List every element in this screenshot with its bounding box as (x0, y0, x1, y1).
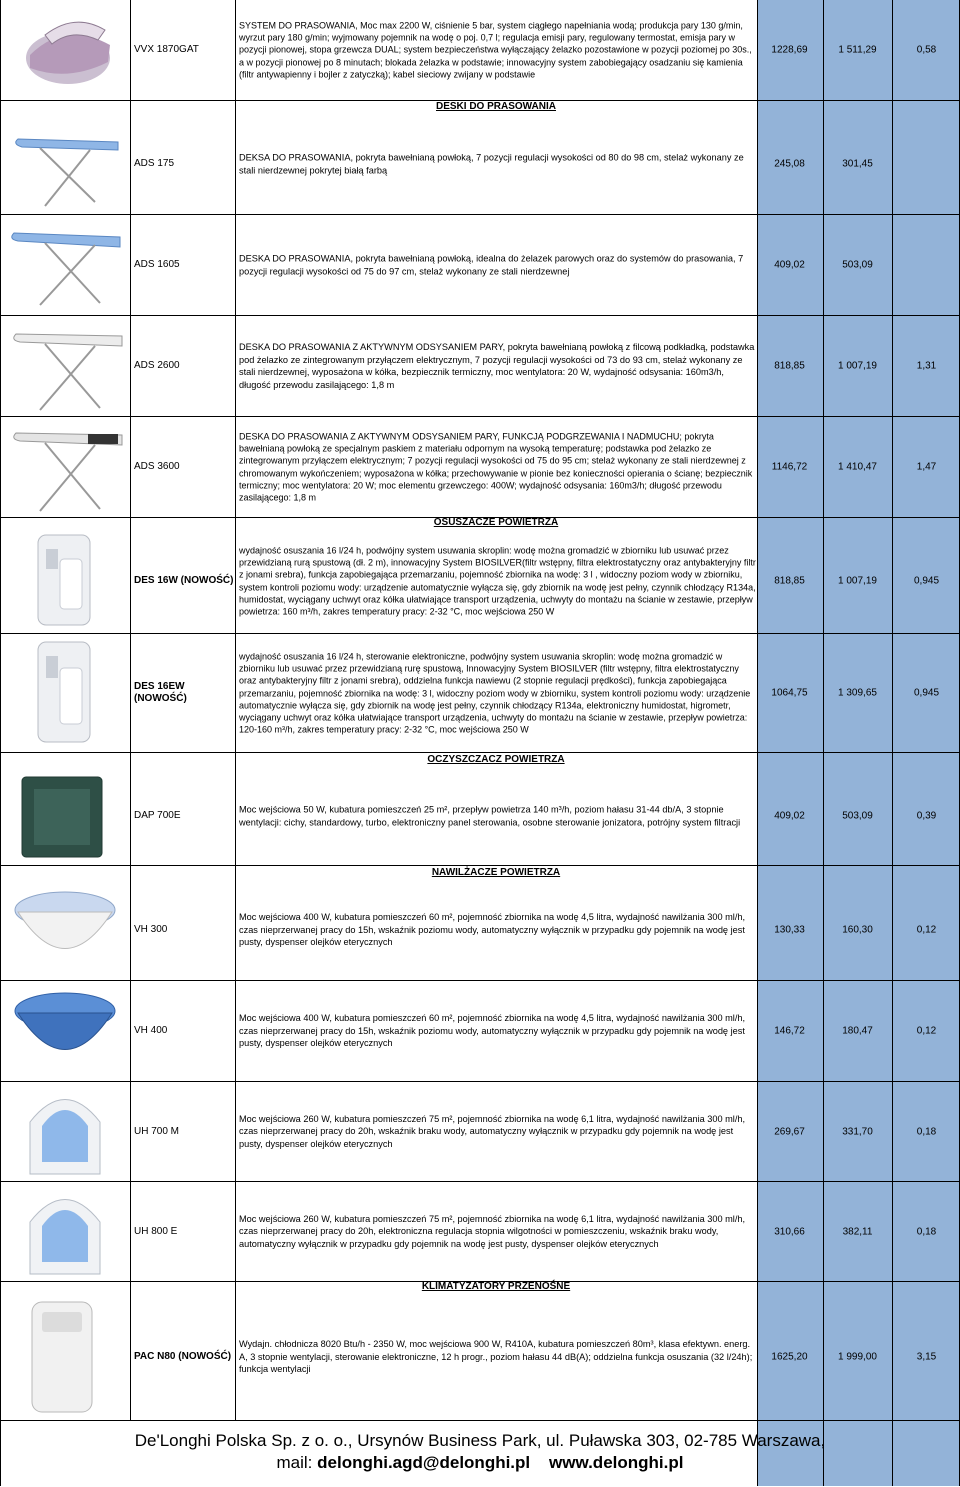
price-net: 1228,69 (771, 44, 808, 56)
product-code: UH 700 M (134, 1125, 180, 1137)
price-net: 146,72 (774, 1025, 805, 1037)
extra-fee: 0,945 (913, 575, 940, 587)
product-row (0, 417, 960, 518)
product-description: DESKA DO PRASOWANIA Z AKTYWNYM ODSYSANIEM PARY, pokryta bawełnianą powłoką z filcową podkładką, podstawka pod żelazko ze zintegrowanym przyłączem elektrycznym, 7 pozycji regulacji wysokości od 73 do 93 cm, stelaż wykonany ze stali nierdzewnej, wyposażona w kółka, bezpiecznik termiczny, moc wentylatora: 20 W, wydajność odsysania: 160m3/h, długość przewodu zasilającego: 1,8 m (239, 341, 755, 390)
dehumidifier-image (0, 634, 130, 752)
price-gross: 331,70 (842, 1126, 873, 1137)
website-link[interactable]: www.delonghi.pl (549, 1453, 684, 1472)
dehumidifier-image (0, 529, 130, 633)
price-net: 310,66 (774, 1226, 805, 1237)
humidifier-image (0, 880, 130, 980)
price-net: 1146,72 (771, 461, 808, 473)
price-gross: 1 511,29 (838, 44, 877, 56)
product-description: DESKA DO PRASOWANIA, pokryta bawełnianą powłoką, idealna do żelazek parowych oraz do systemów do prasowania, 7 pozycji regulacji wysokości od 75 do 97 cm, stelaż wykonany ze stali nierdzewnej (239, 253, 744, 276)
product-code: ADS 1605 (134, 259, 180, 270)
company-address: De'Longhi Polska Sp. z o. o., Ursynów Business Park, ul. Puławska 303, 02-785 Warszawa, (134, 1431, 826, 1450)
humidifier-image (0, 1082, 130, 1181)
product-row (0, 767, 960, 866)
product-row (0, 1082, 960, 1182)
section-heading: OCZYSZCZACZ POWIETRZA (427, 754, 565, 765)
product-code: VH 300 (134, 924, 168, 935)
product-description: Moc wejściowa 400 W, kubatura pomieszczeń 60 m², pojemność zbiornika na wodę 4,5 litra, wydajność nawilżania 300 ml/h, czas nieprzerwanej pracy do 15h, wskaźnik poziomu wody, automatyczny wyłącznik w przypadku gdy pojemnik na wodę jest pusty, dyspenser olejków eterycznych (239, 912, 746, 948)
extra-fee: 1,47 (916, 461, 937, 473)
product-row (0, 634, 960, 753)
product-code: UH 800 E (134, 1225, 178, 1237)
extra-fee: 0,18 (916, 1126, 937, 1137)
product-description: Moc wejściowa 50 W, kubatura pomieszczeń 25 m², przepływ powietrza 140 m³/h, poziom hałasu 31-44 db/A, 3 stopnie wentylacji: cichy, standardowy, turbo, elektroniczny panel sterowania, osobne sterowanie jonizatora, potrójny system filtracji (239, 804, 741, 827)
price-gross: 1 007,19 (838, 575, 877, 587)
product-description: Moc wejściowa 260 W, kubatura pomieszczeń 75 m², pojemność zbiornika na wodę 6,1 litra, wydajność nawilżania 300 ml/h, czas nieprzerwanej pracy do 20h, wskaźnik braku wody, automatyczny wyłącznik w przypadku gdy pojemnik na wodę jest pusty, dyspenser olejków eterycznych (239, 1113, 746, 1149)
ironing-board-image (0, 316, 130, 416)
price-net: 409,02 (774, 259, 805, 271)
product-description: DEKSA DO PRASOWANIA, pokryta bawełnianą powłoką, 7 pozycji regulacji wysokości od 80 do 98 cm, stelaż wykonany ze stali nierdzewnej pokrytej białą farbą (239, 152, 744, 175)
price-gross: 382,11 (842, 1226, 873, 1237)
price-gross: 503,09 (842, 810, 873, 822)
section-heading: NAWILŻACZE POWIETRZA (431, 867, 561, 878)
ironing-board-image (0, 114, 130, 214)
product-code: DAP 700E (134, 810, 181, 821)
product-row (0, 880, 960, 981)
ironing-board-image (0, 215, 130, 315)
product-row (0, 316, 960, 417)
product-code: DES 16W (NOWOŚĆ) (134, 575, 234, 586)
product-description: wydajność osuszania 16 l/24 h, podwójny system usuwania skroplin: wodę można gromadzić w zbiorniku lub usuwać przez przewidzianą rurą spustową (dł. 2 m), innowacyjny System BIOSILVER(filtr wstępny, filtra elektrostatyczny oraz antybakteryjny filtr z jonami srebra), funkcja zapobiegająca przemarzaniu, pojemność zbiornika na wodę: 3 l , widoczny poziom wody w zbiorniku, system kontroli poziomu wody: urządzenie automatycznie wyłącza się, gdy zbiornik na wodę jest pełny, czynnik chłodzący R134a, humidostat, wyciągany uchwyt oraz kółka ułatwiające transport urządzenia, uchwyty do montażu na ścianie w zestawie, przepływ powietrza: 160 m³/h, zakres temperatury pracy: 2-32 °C, moc wejściowa 250 W (239, 545, 756, 617)
extra-fee: 1,31 (916, 360, 937, 372)
extra-fee: 0,945 (913, 687, 940, 699)
ironing-board-image (0, 417, 130, 517)
extra-fee: 0,39 (916, 810, 937, 822)
product-description: DESKA DO PRASOWANIA Z AKTYWNYM ODSYSANIEM PARY, FUNKCJĄ PODGRZEWANIA I NADMUCHU; pokryta bawełnianą powłoką ze specjalnym paskiem z materiału odpornym na wysoką temperaturę; podstawka pod żelazko ze zintegrowanym przyłączem elektrycznym; 7 pozycji regulacji wysokości od 75 do 95 cm; stelaż wykonany ze stali nierdzewnej z chromowanym wykończeniem; wyposażona w kółka; przechowywanie w pionie bez konieczności opierania o ścianę; bezpiecznik termiczny; moc wentylatora: 20 W; moc elementu grzewczego: 400W; wydajność odsysania: 160m3/h; długość przewodu zasilającego: 1,8 m (239, 431, 753, 503)
product-description: Wydajn. chłodnicza 8020 Btu/h - 2350 W, moc wejściowa 900 W, R410A, kubatura pomieszczeń 80m³, klasa efektywn. energ. A, 3 stopnie wentylacji, sterowanie elektroniczne, 12 h progr., poziom hałasu 44 dB(A); oddzielna funkcja osuszania (32 l/24h); funkcja wentylacji (239, 1339, 753, 1375)
price-gross: 1 007,19 (838, 360, 877, 372)
humidifier-image (0, 1182, 130, 1281)
price-net: 269,67 (774, 1126, 805, 1137)
extra-fee: 0,58 (916, 44, 937, 56)
product-description: SYSTEM DO PRASOWANIA, Moc max 2200 W, ciśnienie 5 bar, system ciągłego napełniania wodą; produkcja pary 130 g/min, wyrzut pary 180 g/min; wyjmowany pojemnik na wodę o poj. 0,7 l; regulacja emisji pary, regulowany termostat, emisja pary w pozycji pionowej, stopa grzewcza DUAL; system bezpieczeństwa wyłączający żelazko pozostawione w pozycji poziomej po 30s., a w pozycji pionowej po 8 minutach; blokada żelazka w podstawie; innowacyjny system zabobiegający osadzaniu się kamienia (filtr antywapienny i bojler z zatyczką); kabel sieciowy zwijany w podstawie (239, 20, 752, 80)
section-heading: KLIMATYZATORY PRZENOŚNE (421, 1281, 571, 1292)
product-row (0, 529, 960, 634)
air-purifier-image (0, 767, 130, 865)
product-code: VH 400 (134, 1025, 168, 1036)
product-code: DES 16EW (NOWOŚĆ) (134, 681, 187, 704)
email-link[interactable]: delonghi.agd@delonghi.pl (317, 1453, 531, 1472)
product-code: VVX 1870GAT (134, 44, 199, 55)
price-gross: 160,30 (842, 924, 873, 936)
product-code: ADS 2600 (134, 360, 180, 371)
price-gross: 1 999,00 (838, 1351, 877, 1363)
product-row (0, 215, 960, 316)
price-gross: 503,09 (842, 259, 873, 271)
product-code: ADS 175 (134, 158, 175, 169)
product-description: wydajność osuszania 16 l/24 h, sterowanie elektroniczne, podwójny system usuwania skroplin: wodę można gromadzić w zbiorniku lub usuwać przez przewidzianą rurę spustową, Innowacyjny System BIOSILVER (filtr wstępny, filtra elektrostatyczny oraz antybakteryjny filtr z jonami srebra), oddzielna funkcja nawiewu (2 stopnie regulacji prędkości), funkcja zapobiegająca przemarzaniu, pojemność zbiornika na wodę: 3 l, widoczny poziom wody w zbiorniku, system kontroli poziomu wody: urządzenie automatycznie wyłącza się, gdy zbiornik na wodę jest pełny, czynnik chłodzący R134a, elektroniczny humidostat, higrometr, wyciągany uchwyt oraz kółka ułatwiające transport urządzenia, uchwyty do montażu na ścianie w zestawie, przepływ powietrza: 120-160 m³/h, zakres temperatury pracy: 2-32 °C, moc wejściowa 250 W (239, 651, 751, 735)
price-gross: 1 309,65 (838, 687, 877, 699)
section-heading: OSUSZACZE POWIETRZA (433, 517, 559, 528)
contact-line (0, 1453, 960, 1473)
mail-label: mail: (276, 1453, 318, 1472)
price-net: 245,08 (774, 158, 805, 170)
section-heading: DESKI DO PRASOWANIA (435, 101, 556, 112)
product-code: ADS 3600 (134, 461, 180, 472)
company-footer (0, 1420, 960, 1487)
price-net: 818,85 (774, 575, 805, 587)
price-net: 130,33 (774, 924, 805, 936)
product-row (0, 981, 960, 1082)
extra-fee: 3,15 (916, 1351, 937, 1363)
product-description: Moc wejściowa 400 W, kubatura pomieszczeń 60 m², pojemność zbiornika na wodę 4,5 litra, wydajność nawilżania 300 ml/h, czas nieprzerwanej pracy do 15h, wskaźnik poziomu wody, automatyczny wyłącznik w przypadku gdy pojemnik na wodę jest pusty, dyspenser olejków eterycznych (239, 1013, 746, 1049)
extra-fee: 0,18 (916, 1226, 937, 1237)
product-code: PAC N80 (NOWOŚĆ) (134, 1351, 232, 1362)
product-row (0, 1294, 960, 1420)
price-gross: 1 410,47 (838, 461, 877, 473)
product-row (0, 0, 960, 101)
steam-iron-station-image (0, 0, 130, 100)
price-net: 1064,75 (771, 687, 808, 699)
price-net: 818,85 (774, 360, 805, 372)
humidifier-image (0, 981, 130, 1081)
extra-fee: 0,12 (916, 924, 937, 936)
portable-air-conditioner-image (0, 1294, 130, 1420)
product-row (0, 1182, 960, 1282)
extra-fee: 0,12 (916, 1025, 937, 1037)
price-net: 409,02 (774, 810, 805, 822)
price-net: 1625,20 (771, 1351, 808, 1363)
product-row (0, 114, 960, 215)
price-gross: 180,47 (842, 1025, 873, 1037)
product-description: Moc wejściowa 260 W, kubatura pomieszczeń 75 m², pojemność zbiornika na wodę 6,1 litra, wydajność nawilżania 300 ml/h, czas nieprzerwanej pracy do 20h, elektroniczna regulacja stopnia wilgotności w pomieszczeniu, wskaźnik braku wody, automatyczny wyłącznik w przypadku gdy pojemnik na wodę jest pusty, dyspenser olejków eterycznych (239, 1213, 746, 1249)
price-gross: 301,45 (842, 158, 873, 170)
